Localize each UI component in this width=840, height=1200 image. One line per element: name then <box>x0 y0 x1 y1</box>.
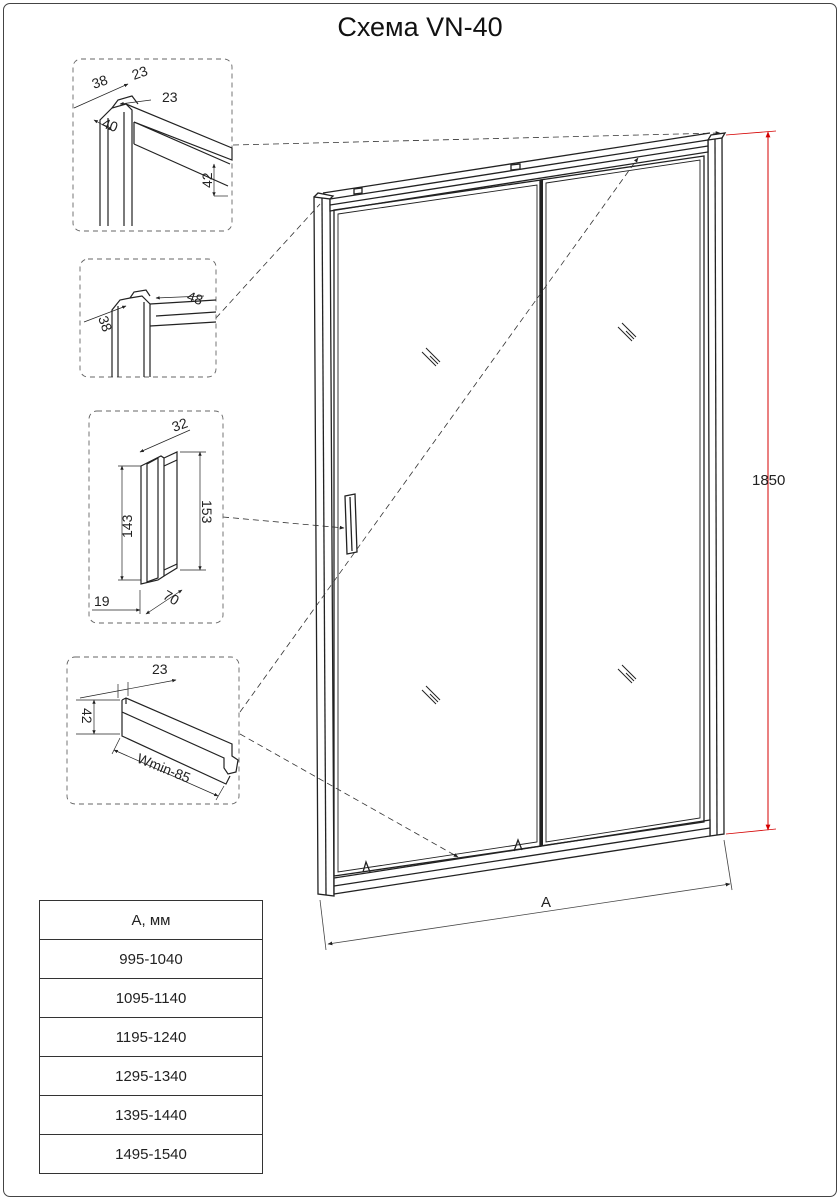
sliding-glass-panel <box>334 180 541 876</box>
width-label: A <box>541 894 552 911</box>
right-wall-profile <box>708 133 725 836</box>
size-cell: 995-1040 <box>40 940 263 979</box>
page-title: Схема VN-40 <box>337 12 503 42</box>
size-table-header <box>40 901 263 940</box>
fixed-glass-panel <box>540 156 704 846</box>
size-table <box>39 900 263 1174</box>
glass-hatch-marks <box>422 323 636 704</box>
handle-dim-32: 32 <box>169 414 190 435</box>
table-row <box>40 1057 263 1096</box>
handle-dim-153: 153 <box>199 500 215 524</box>
table-row <box>40 1096 263 1135</box>
top-dim-23a: 23 <box>129 62 150 83</box>
size-cell: 1095-1140 <box>40 979 263 1018</box>
size-cell: 1495-1540 <box>40 1135 263 1174</box>
height-value: 1850 <box>752 472 786 489</box>
top-dim-40: 40 <box>99 114 121 136</box>
top-dim-38: 38 <box>89 71 110 92</box>
top-roller-left <box>354 188 362 194</box>
top-roller-right <box>511 164 520 170</box>
bottom-rail <box>334 820 710 894</box>
size-cell: 1395-1440 <box>40 1096 263 1135</box>
handle-dim-19: 19 <box>94 593 110 609</box>
size-table-header-cell: А, мм <box>40 901 263 940</box>
door-handle <box>345 494 357 554</box>
top-dim-42: 42 <box>199 172 215 188</box>
detail-top-corner <box>73 59 232 231</box>
table-row <box>40 940 263 979</box>
rail-dim-48: 48 <box>184 287 206 309</box>
size-cell: 1295-1340 <box>40 1057 263 1096</box>
top-dim-23b: 23 <box>162 89 178 105</box>
table-row <box>40 979 263 1018</box>
door-assembly <box>314 133 725 896</box>
threshold-dim-23: 23 <box>152 661 168 677</box>
rail-dim-38: 38 <box>95 313 116 334</box>
handle-dim-143: 143 <box>119 514 135 538</box>
left-wall-profile <box>314 193 334 896</box>
leader-lines <box>216 133 720 857</box>
size-cell: 1195-1240 <box>40 1018 263 1057</box>
height-dimension <box>726 131 785 834</box>
table-row <box>40 1135 263 1174</box>
top-rail <box>323 133 710 211</box>
threshold-dim-wmin: Wmin-85 <box>134 749 193 786</box>
table-row <box>40 1018 263 1057</box>
detail-handle <box>89 411 223 623</box>
detail-rail-clamp <box>80 259 216 377</box>
detail-threshold <box>67 657 239 804</box>
threshold-dim-42: 42 <box>79 708 95 724</box>
handle-dim-70: 70 <box>160 586 182 609</box>
